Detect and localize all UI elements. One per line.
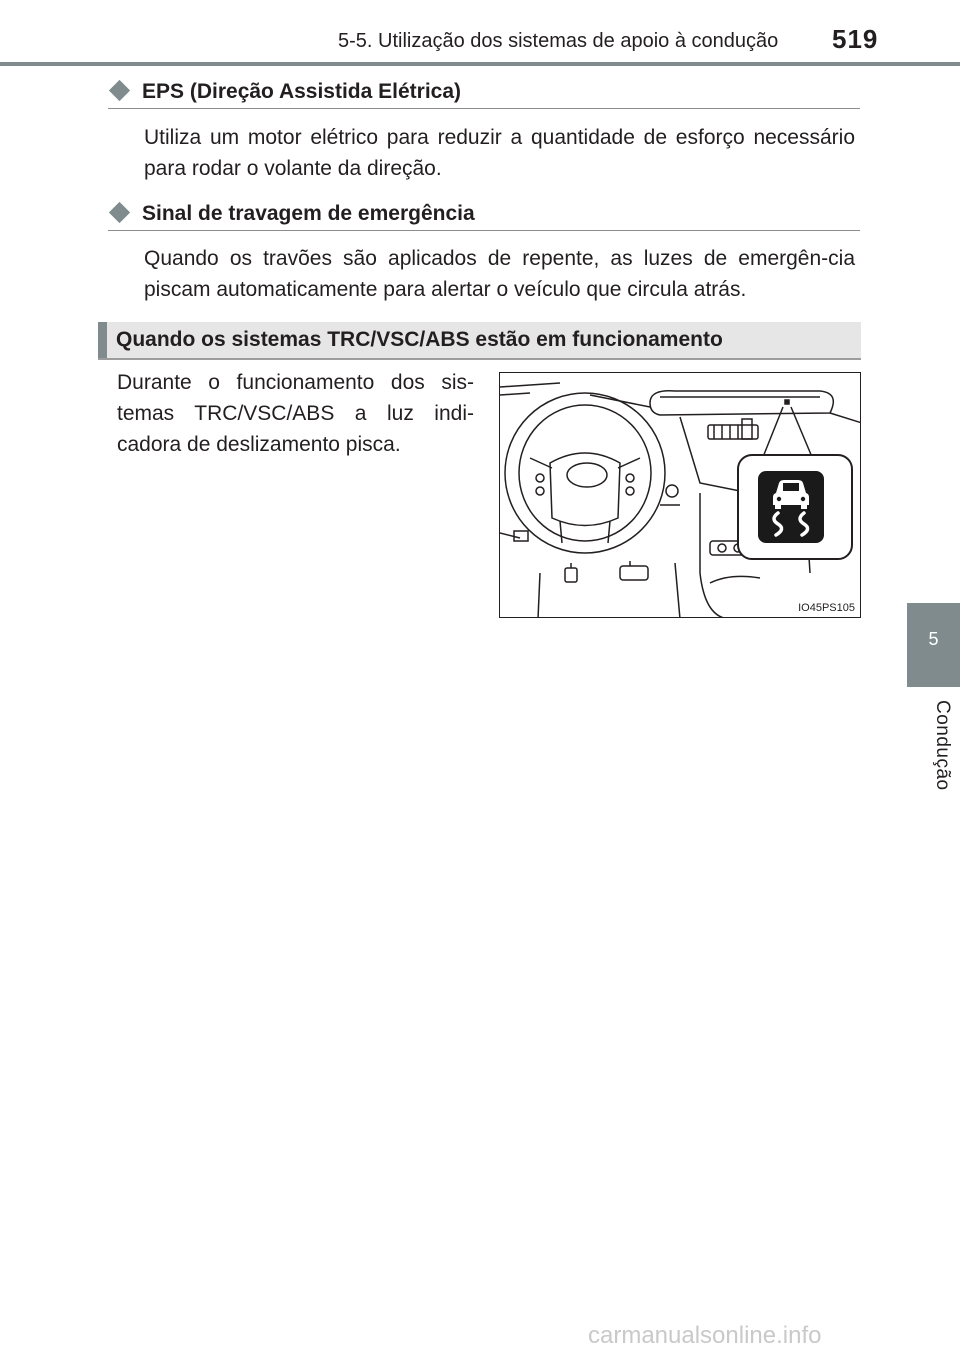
chapter-number: 5 xyxy=(928,629,939,649)
dashboard-illustration xyxy=(499,372,861,618)
trc-paragraph: Durante o funcionamento dos sis-temas TRC/VSC/ABS a luz indi-cadora de deslizamento pisca. xyxy=(117,371,474,456)
header-rule xyxy=(0,62,960,66)
eps-heading xyxy=(108,78,860,109)
watermark: carmanualsonline.info xyxy=(588,1322,822,1349)
figure-code: IO45PS105 xyxy=(798,602,855,614)
trc-section-title: Quando os sistemas TRC/VSC/ABS estão em funcionamento xyxy=(116,328,723,351)
emergency-signal-heading xyxy=(108,200,860,231)
dashboard-drawing xyxy=(500,373,861,618)
chapter-tab[interactable] xyxy=(907,603,960,687)
eps-paragraph: Utiliza um motor elétrico para reduzir a quantidade de esforço necessário para rodar o volante da direção. xyxy=(144,126,855,180)
diamond-bullet-icon xyxy=(109,80,130,101)
eps-heading-text: EPS (Direção Assistida Elétrica) xyxy=(142,80,462,103)
chapter-label: Condução xyxy=(932,700,953,791)
diamond-bullet-icon xyxy=(109,202,130,223)
emergency-signal-heading-text: Sinal de travagem de emergência xyxy=(142,202,475,225)
emergency-signal-paragraph: Quando os travões são aplicados de repente, as luzes de emergên-cia piscam automaticamente para alertar o veículo que circula atrás. xyxy=(144,247,855,301)
section-accent xyxy=(98,322,107,358)
page-number: 519 xyxy=(832,24,879,54)
trc-section-heading xyxy=(98,322,861,360)
section-title: 5-5. Utilização dos sistemas de apoio à condução xyxy=(338,30,779,52)
